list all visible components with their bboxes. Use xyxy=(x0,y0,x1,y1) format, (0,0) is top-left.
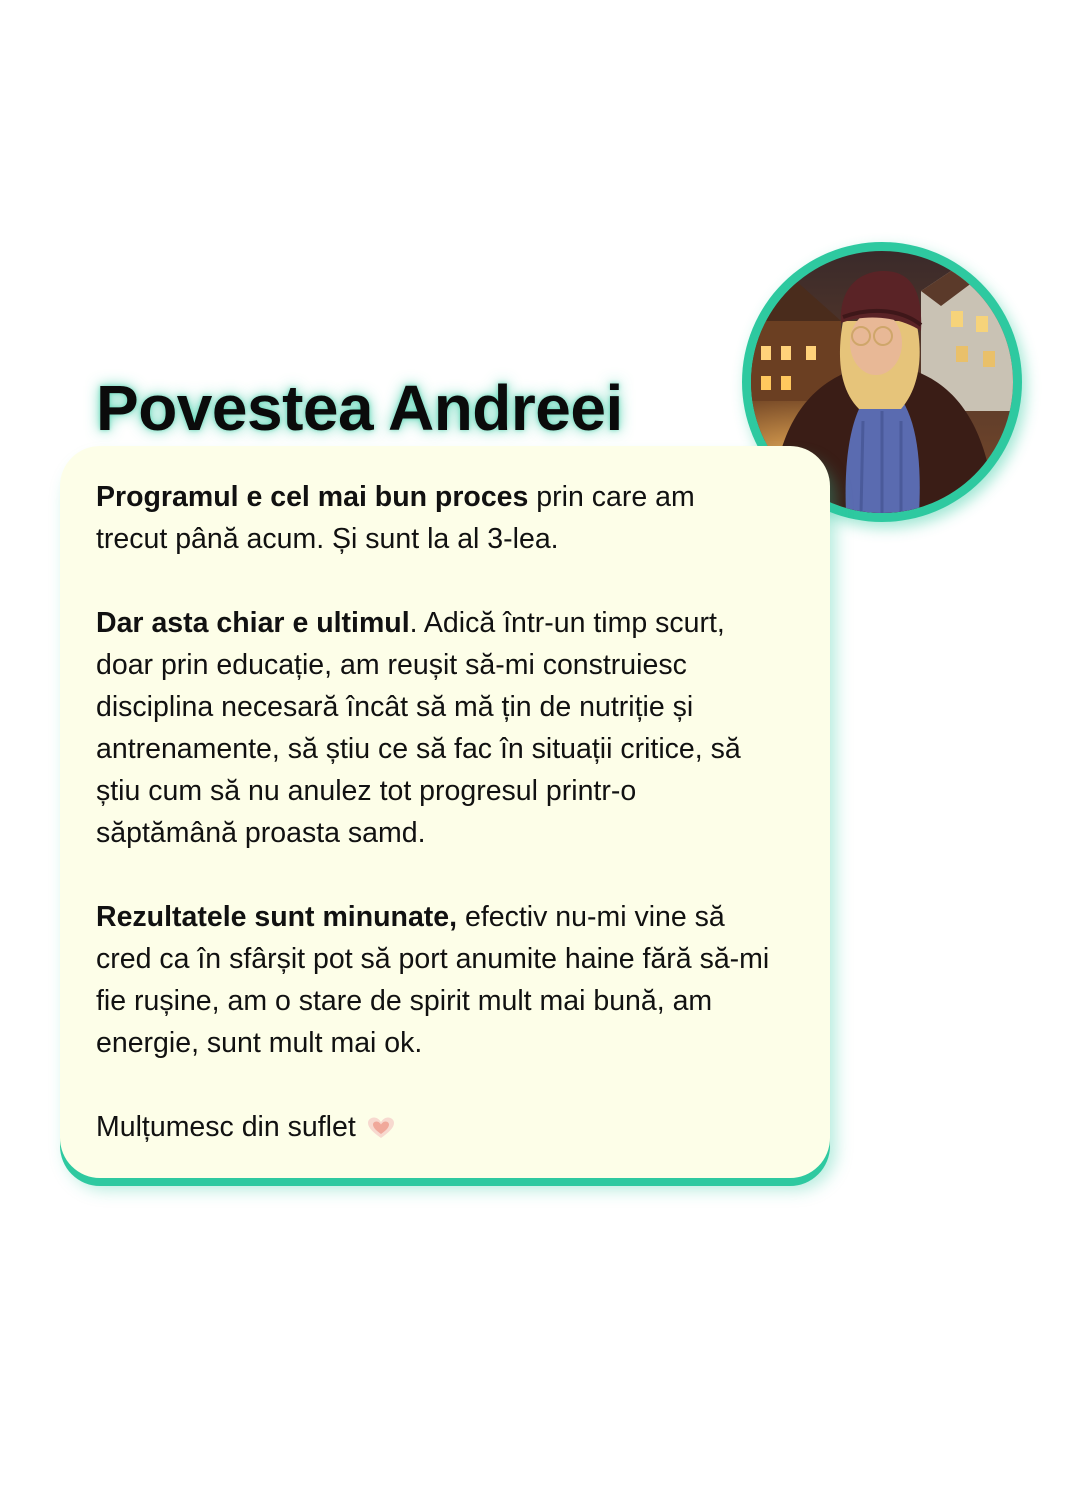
heart-hands-icon xyxy=(366,1116,396,1140)
paragraph-1-bold: Programul e cel mai bun proces xyxy=(96,481,529,513)
testimonial-paragraph-1 xyxy=(96,476,770,560)
testimonial-title: Povestea Andreei xyxy=(96,372,623,444)
paragraph-2-bold: Dar asta chiar e ultimul xyxy=(96,607,410,639)
testimonial-paragraph-3 xyxy=(96,896,770,1064)
paragraph-3-bold: Rezultatele sunt minunate, xyxy=(96,901,458,933)
testimonial-paragraph-2 xyxy=(96,602,770,854)
paragraph-2-text: . Adică într-un timp scurt, doar prin educație, am reușit să-mi construiesc disciplina necesară încât să mă țin de nutriție și antrenamente, să știu ce să fac în situații critice, să știu cum să nu anulez tot progresul printr-o săptămână proasta samd. xyxy=(96,607,741,849)
testimonial-card xyxy=(60,446,830,1178)
paragraph-3-text: efectiv nu-mi vine să cred ca în sfârșit pot să port anumite haine fără să-mi fie rușine, am o stare de spirit mult mai bună, am energie, sunt mult mai ok. xyxy=(96,901,770,1059)
paragraph-1-text: prin care am trecut până acum. Și sunt la al 3-lea. xyxy=(96,481,695,555)
testimonial-paragraph-4 xyxy=(96,1106,770,1148)
paragraph-4-text: Mulțumesc din suflet xyxy=(96,1111,356,1143)
